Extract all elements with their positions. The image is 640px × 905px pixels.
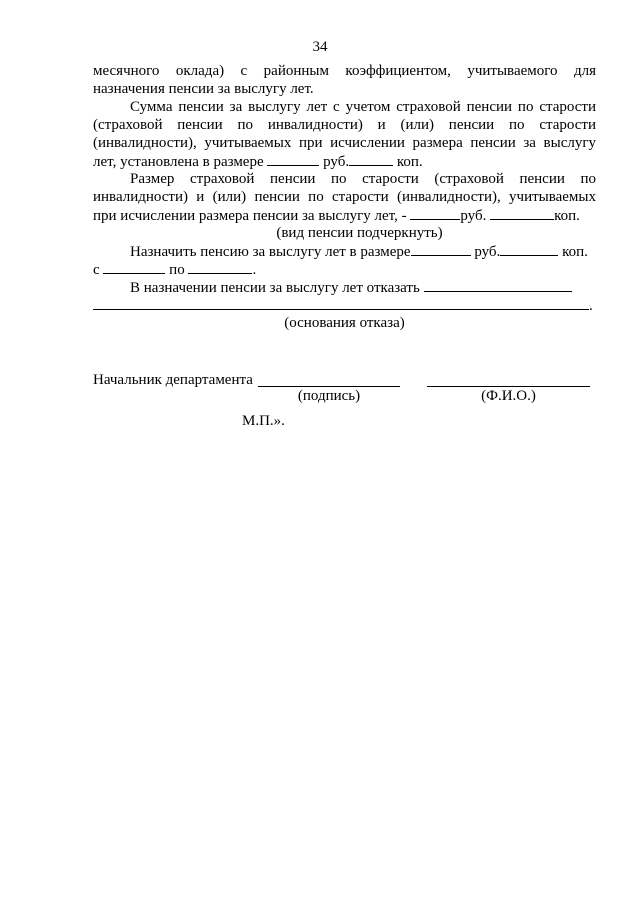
- paragraph-line: месячного оклада) с районным коэффициентом, учитываемого для: [93, 63, 596, 79]
- text-fragment: коп.: [562, 244, 588, 260]
- blank-field: [424, 278, 572, 292]
- paragraph-line: [130, 242, 596, 260]
- text-fragment: В назначении пенсии за выслугу лет отказать: [130, 280, 420, 296]
- blank-field: [500, 242, 558, 256]
- blank-field: [93, 296, 589, 310]
- paragraph-line: [93, 152, 596, 170]
- blank-field: [490, 206, 554, 220]
- text-fragment: руб.: [474, 244, 501, 260]
- paragraph-line: [93, 206, 596, 224]
- text-fragment: .: [589, 298, 593, 314]
- text-fragment: руб.: [460, 208, 487, 224]
- refusal-hint: (основания отказа): [284, 315, 405, 331]
- blank-field: [349, 152, 393, 166]
- underline-hint: (вид пенсии подчеркнуть): [276, 225, 443, 241]
- text-fragment: руб.: [323, 154, 350, 170]
- paragraph-line: Размер страховой пенсии по старости (страховой пенсии по: [130, 171, 596, 187]
- name-caption: (Ф.И.О.): [481, 388, 536, 404]
- text-fragment: лет, установлена в размере: [93, 154, 264, 170]
- text-fragment: коп.: [554, 208, 580, 224]
- paragraph-line: [93, 296, 596, 314]
- stamp-placeholder: М.П.».: [242, 413, 285, 429]
- blank-field: [411, 242, 471, 256]
- blank-field: [267, 152, 319, 166]
- text-fragment: Назначить пенсию за выслугу лет в размере: [130, 244, 411, 260]
- text-fragment: с: [93, 262, 100, 278]
- text-fragment: по: [169, 262, 185, 278]
- text-fragment: коп.: [396, 154, 423, 170]
- paragraph-line: (инвалидности), учитываемых при исчислении размера пенсии за выслугу: [93, 135, 596, 151]
- paragraph-line: [130, 278, 596, 296]
- paragraph-line: инвалидности) и (или) пенсии по старости (инвалидности), учитываемых: [93, 189, 596, 205]
- blank-field: [410, 206, 460, 220]
- page-number: 34: [312, 39, 328, 55]
- signatory-position: Начальник департамента: [93, 372, 253, 388]
- signature-caption: (подпись): [297, 388, 361, 404]
- blank-field: [188, 260, 252, 274]
- paragraph-line: [93, 260, 596, 278]
- text-fragment: при исчислении размера пенсии за выслугу лет, -: [93, 208, 407, 224]
- blank-field: [103, 260, 165, 274]
- paragraph-line: назначения пенсии за выслугу лет.: [93, 81, 314, 97]
- text-fragment: .: [252, 262, 257, 278]
- paragraph-line: (страховой пенсии по инвалидности) и (или) пенсии по старости: [93, 117, 596, 133]
- paragraph-line: Сумма пенсии за выслугу лет с учетом страховой пенсии по старости: [130, 99, 596, 115]
